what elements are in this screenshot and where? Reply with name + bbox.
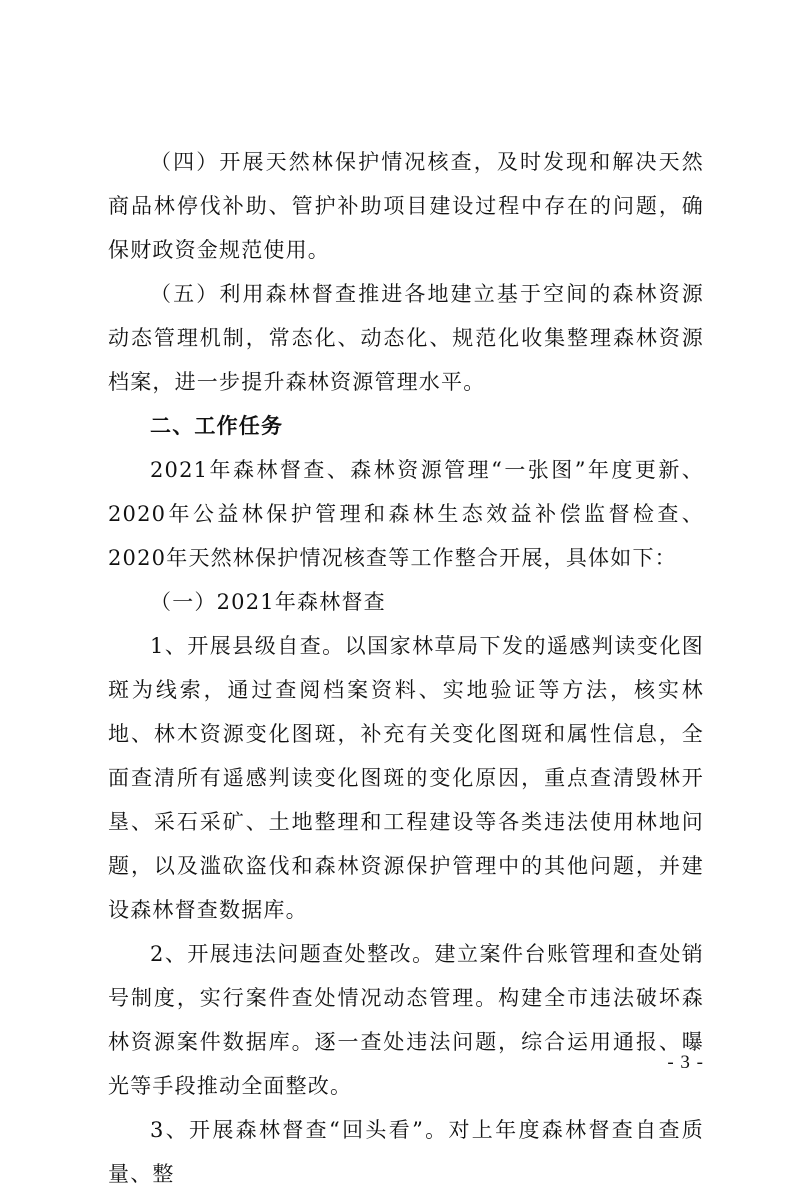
document-body (108, 140, 704, 1196)
paragraph-item-3: 3、开展森林督查“回头看”。对上年度森林督查自查质量、整 (108, 1118, 704, 1186)
paragraph-5: （五）利用森林督查推进各地建立基于空间的森林资源动态管理机制，常态化、动态化、规范化收集整理森林资源档案，进一步提升森林资源管理水平。 (108, 282, 704, 394)
paragraph-intro-tasks: 2021年森林督查、森林资源管理“一张图”年度更新、2020年公益林保护管理和森林生态效益补偿监督检查、2020年天然林保护情况核查等工作整合开展，具体如下： (108, 458, 704, 570)
paragraph-item-1: 1、开展县级自查。以国家林草局下发的遥感判读变化图斑为线索，通过查阅档案资料、实地验证等方法，核实林地、林木资源变化图斑，补充有关变化图斑和属性信息，全面查清所有遥感判读变化图斑的变化原因，重点查清毁林开垦、采石采矿、土地整理和工程建设等各类违法使用林地问题，以及滥砍盗伐和森林资源保护管理中的其他问题，并建设森林督查数据库。 (108, 634, 704, 922)
page-number: - 3 - (667, 1052, 704, 1073)
subheading-forest-inspection: （一）2021年森林督查 (150, 590, 386, 614)
section-heading-work-tasks: 二、工作任务 (150, 414, 284, 438)
paragraph-4: （四）开展天然林保护情况核查，及时发现和解决天然商品林停伐补助、管护补助项目建设过程中存在的问题，确保财政资金规范使用。 (108, 150, 704, 262)
paragraph-item-2: 2、开展违法问题查处整改。建立案件台账管理和查处销号制度，实行案件查处情况动态管理。构建全市违法破坏森林资源案件数据库。逐一查处违法问题，综合运用通报、曝光等手段推动全面整改。 (108, 942, 704, 1098)
